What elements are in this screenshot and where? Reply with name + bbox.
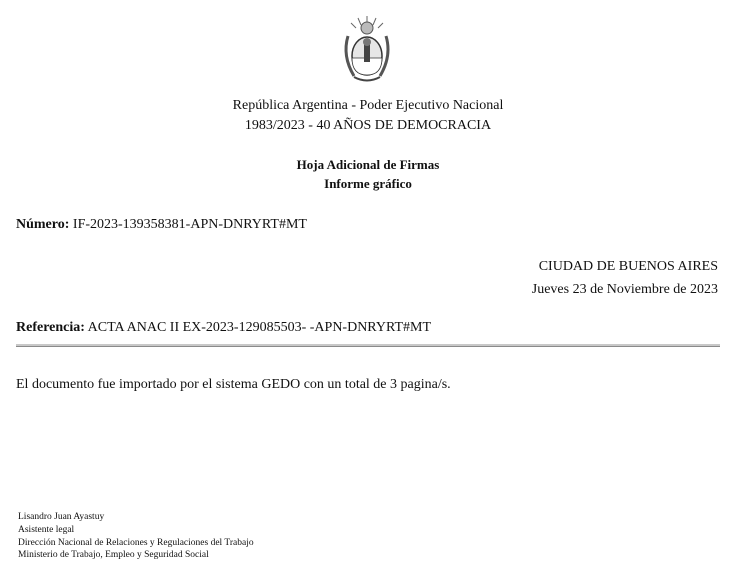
body-text: El documento fue importado por el sistema GEDO con un total de 3 pagina/s. (16, 377, 451, 392)
document-title: Hoja Adicional de Firmas (296, 157, 440, 172)
header-line-1: República Argentina - Poder Ejecutivo Nacional (232, 98, 504, 113)
city: CIUDAD DE BUENOS AIRES (538, 259, 718, 274)
referencia-field (16, 319, 431, 337)
signer-role: Asistente legal (18, 525, 75, 535)
signer-department: Dirección Nacional de Relaciones y Regulaciones del Trabajo (18, 538, 254, 548)
document-date: Jueves 23 de Noviembre de 2023 (531, 282, 718, 297)
divider (16, 344, 720, 347)
document-subtitle: Informe gráfico (324, 176, 412, 191)
header-line-2: 1983/2023 - 40 AÑOS DE DEMOCRACIA (244, 118, 492, 133)
coat-of-arms-icon (340, 14, 394, 84)
numero-field (16, 216, 307, 234)
signer-name: Lisandro Juan Ayastuy (18, 512, 105, 522)
signer-ministry: Ministerio de Trabajo, Empleo y Seguridad Social (18, 550, 209, 560)
referencia-label: Referencia: (16, 320, 85, 335)
numero-value: IF-2023-139358381-APN-DNRYRT#MT (72, 217, 307, 232)
numero-label: Número: (16, 217, 70, 232)
referencia-value: ACTA ANAC II EX-2023-129085503- -APN-DNRYRT#MT (87, 320, 432, 335)
